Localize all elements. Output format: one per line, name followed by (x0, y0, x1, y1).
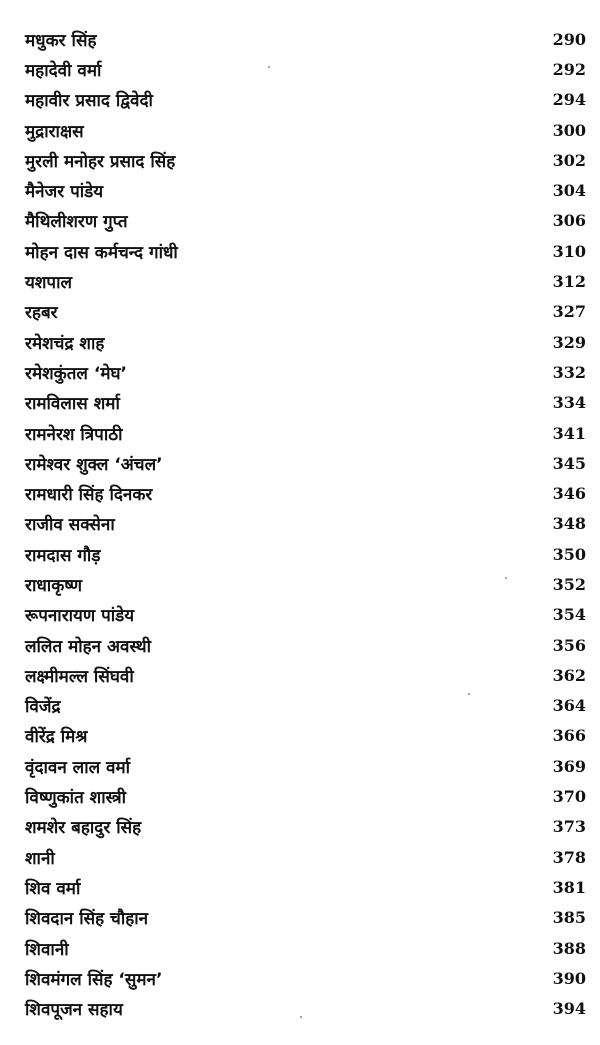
toc-entry-page-number: 310 (552, 241, 586, 261)
toc-entry-title: रमेशचंद्र शाह (25, 333, 105, 354)
toc-entry-page-number: 385 (552, 908, 586, 928)
toc-entry-page-number: 390 (552, 968, 586, 988)
toc-entry (25, 630, 586, 660)
toc-entry (25, 297, 586, 327)
toc-entry (25, 842, 586, 872)
toc-entry-title: शानी (25, 848, 55, 869)
toc-entry (25, 509, 586, 539)
toc-entry-title: राजीव सक्सेना (25, 515, 115, 536)
toc-entry-title: शिवपूजन सहाय (25, 1000, 123, 1021)
toc-entry-title: रूपनारायण पांडेय (25, 606, 135, 627)
paper-speck (268, 66, 270, 68)
toc-entry-title: शिवमंगल सिंह ‘सुमन’ (25, 969, 163, 990)
toc-entry-page-number: 394 (552, 999, 586, 1019)
toc-entry-title: मैनेजर पांडेय (25, 182, 104, 203)
toc-entry-title: रामनेरश त्रिपाठी (25, 424, 123, 445)
toc-entry (25, 357, 586, 387)
toc-entry-page-number: 369 (552, 756, 586, 776)
toc-entry-title: मुद्राराक्षस (25, 121, 84, 142)
toc-entry (25, 175, 586, 205)
toc-entry-page-number: 388 (552, 938, 586, 958)
toc-entry-page-number: 364 (552, 696, 586, 716)
toc-entry (25, 85, 586, 115)
toc-entry-title: मैथिलीशरण गुप्त (25, 212, 128, 233)
toc-entry-title: लक्ष्मीमल्ल सिंघवी (25, 666, 134, 687)
toc-entry-title: महावीर प्रसाद द्विवेदी (25, 91, 153, 112)
toc-entry-title: रमेशकुंतल ‘मेघ’ (25, 363, 127, 384)
toc-entry (25, 327, 586, 357)
toc-entry (25, 539, 586, 569)
toc-entry-title: शमशेर बहादुर सिंह (25, 818, 142, 839)
toc-entry (25, 963, 586, 993)
toc-entry-title: मुरली मनोहर प्रसाद सिंह (25, 151, 176, 172)
toc-entry-page-number: 378 (552, 847, 586, 867)
toc-entry-title: विष्णुकांत शास्त्री (25, 788, 127, 809)
table-of-contents (25, 24, 586, 1024)
toc-entry (25, 812, 586, 842)
toc-entry-page-number: 332 (552, 362, 586, 382)
toc-entry (25, 206, 586, 236)
paper-speck (468, 693, 470, 695)
toc-entry-page-number: 312 (552, 272, 586, 292)
toc-entry-title: रामदास गौड़ (25, 545, 101, 566)
toc-entry (25, 115, 586, 145)
toc-entry-page-number: 373 (552, 817, 586, 837)
toc-entry (25, 781, 586, 811)
toc-entry-page-number: 306 (552, 211, 586, 231)
toc-entry-page-number: 356 (552, 635, 586, 655)
toc-entry (25, 478, 586, 508)
toc-entry-page-number: 354 (552, 605, 586, 625)
toc-entry (25, 24, 586, 54)
toc-entry-title: रामेश्वर शुक्ल ‘अंचल’ (25, 454, 163, 475)
toc-entry-title: शिवदान सिंह चौहान (25, 909, 149, 930)
toc-entry-page-number: 352 (552, 574, 586, 594)
toc-entry (25, 54, 586, 84)
toc-entry (25, 994, 586, 1024)
toc-entry-page-number: 334 (552, 393, 586, 413)
toc-entry-page-number: 381 (552, 877, 586, 897)
toc-entry (25, 872, 586, 902)
toc-entry-page-number: 350 (552, 544, 586, 564)
toc-entry (25, 236, 586, 266)
toc-entry-title: वृंदावन लाल वर्मा (25, 757, 131, 778)
toc-entry-page-number: 346 (552, 484, 586, 504)
toc-entry-title: यशपाल (25, 273, 73, 294)
toc-entry-page-number: 290 (552, 29, 586, 49)
toc-entry-page-number: 366 (552, 726, 586, 746)
toc-entry (25, 448, 586, 478)
toc-entry-page-number: 329 (552, 332, 586, 352)
toc-entry-title: रामविलास शर्मा (25, 394, 120, 415)
toc-entry-page-number: 292 (552, 59, 586, 79)
toc-entry-page-number: 327 (552, 302, 586, 322)
toc-entry-title: विजेंद्र (25, 697, 61, 718)
toc-entry-page-number: 370 (552, 787, 586, 807)
toc-entry-title: रहबर (25, 303, 58, 324)
toc-entry (25, 600, 586, 630)
toc-entry (25, 691, 586, 721)
toc-entry-title: महादेवी वर्मा (25, 60, 102, 81)
toc-entry-page-number: 345 (552, 453, 586, 473)
toc-entry-title: वीरेंद्र मिश्र (25, 727, 88, 748)
toc-entry (25, 903, 586, 933)
toc-entry (25, 933, 586, 963)
toc-entry-page-number: 348 (552, 514, 586, 534)
toc-entry-title: मधुकर सिंह (25, 30, 97, 51)
paper-speck (505, 577, 507, 579)
paper-speck (300, 1016, 302, 1018)
toc-entry (25, 388, 586, 418)
toc-entry-title: शिवानी (25, 939, 69, 960)
toc-entry (25, 418, 586, 448)
toc-entry-page-number: 300 (552, 120, 586, 140)
toc-entry (25, 660, 586, 690)
toc-entry (25, 569, 586, 599)
toc-entry (25, 751, 586, 781)
toc-entry-page-number: 294 (552, 90, 586, 110)
toc-entry-title: रामधारी सिंह दिनकर (25, 485, 153, 506)
toc-entry-page-number: 362 (552, 665, 586, 685)
toc-entry-title: ललित मोहन अवस्थी (25, 636, 151, 657)
toc-entry-page-number: 341 (552, 423, 586, 443)
toc-entry-page-number: 302 (552, 150, 586, 170)
toc-entry-title: राधाकृष्ण (25, 575, 83, 596)
toc-entry-page-number: 304 (552, 181, 586, 201)
toc-entry-title: मोहन दास कर्मचन्द गांधी (25, 242, 178, 263)
toc-entry (25, 145, 586, 175)
toc-entry (25, 266, 586, 296)
toc-entry-title: शिव वर्मा (25, 878, 81, 899)
toc-entry (25, 721, 586, 751)
